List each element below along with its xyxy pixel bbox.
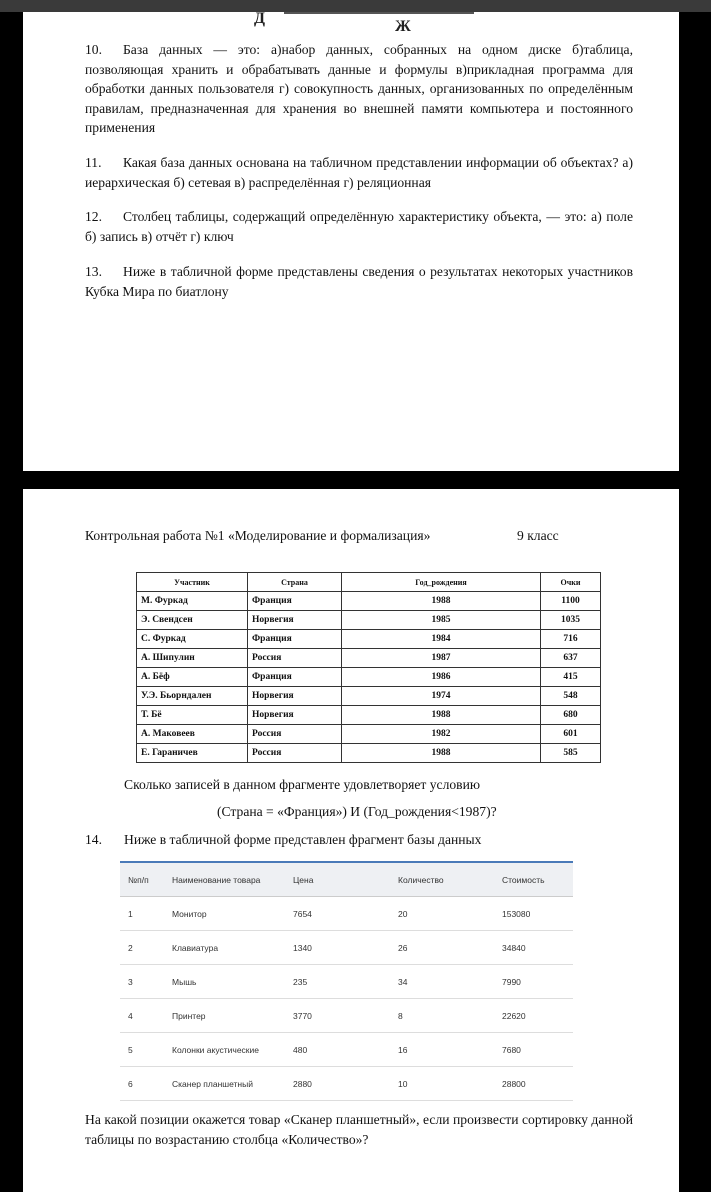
cell: 1988	[342, 706, 541, 725]
goods-table	[120, 861, 573, 1101]
cell: 4	[128, 1010, 133, 1021]
cell: Е. Гараничев	[137, 744, 248, 763]
cell: 415	[541, 668, 601, 687]
table-row	[137, 611, 601, 630]
question-number: 14.	[85, 832, 102, 847]
cell: 26	[398, 942, 408, 953]
test-title: Контрольная работа №1 «Моделирование и формализация»	[85, 528, 431, 543]
question-10	[85, 40, 633, 138]
question-number: 11.	[85, 155, 102, 170]
cell: 637	[541, 649, 601, 668]
cell: 1982	[342, 725, 541, 744]
table-row	[137, 706, 601, 725]
column-header: Стоимость	[502, 874, 545, 885]
column-header: Страна	[248, 573, 342, 592]
cell: 34	[398, 976, 408, 987]
cell: Франция	[248, 630, 342, 649]
column-header: Год_рождения	[342, 573, 541, 592]
cell: Россия	[248, 649, 342, 668]
table-row	[137, 592, 601, 611]
cell: Россия	[248, 744, 342, 763]
cell: У.Э. Бьорндален	[137, 687, 248, 706]
cell: 2880	[293, 1078, 312, 1089]
cell: Принтер	[172, 1010, 206, 1021]
cell: 235	[293, 976, 308, 987]
cell: 1	[128, 908, 133, 919]
cell: 3770	[293, 1010, 312, 1021]
question-13	[85, 262, 633, 301]
cell: А. Маковеев	[137, 725, 248, 744]
cell: Франция	[248, 668, 342, 687]
column-header: №п/п	[128, 874, 149, 885]
cell: 153080	[502, 908, 531, 919]
cell: 20	[398, 908, 408, 919]
table-row	[137, 725, 601, 744]
cell: 7680	[502, 1044, 521, 1055]
q13-question: Сколько записей в данном фрагменте удовлетворяет условию	[124, 777, 480, 792]
cell: 8	[398, 1010, 403, 1021]
question-number: 10.	[85, 42, 102, 57]
table-row	[137, 630, 601, 649]
fragment-letter-zh: Ж	[395, 18, 411, 35]
cell: А. Шипулин	[137, 649, 248, 668]
question-number: 12.	[85, 209, 102, 224]
q13-condition: (Страна = «Франция») И (Год_рождения<1987)?	[217, 804, 497, 819]
cell: 1986	[342, 668, 541, 687]
question-text: Ниже в табличной форме представлен фрагмент базы данных	[124, 832, 482, 847]
cell: Э. Свендсен	[137, 611, 248, 630]
table-row	[137, 687, 601, 706]
cell: Норвегия	[248, 687, 342, 706]
cell: 1100	[541, 592, 601, 611]
question-12	[85, 207, 633, 246]
cell: Мышь	[172, 976, 197, 987]
question-14	[85, 832, 481, 848]
cell: 1988	[342, 744, 541, 763]
cell: 22620	[502, 1010, 526, 1021]
cell: 7990	[502, 976, 521, 987]
cell: 1340	[293, 942, 312, 953]
top-bar	[0, 0, 711, 12]
table-row	[137, 744, 601, 763]
question-text: Какая база данных основана на табличном представлении информации об объектах? а) иерархическая б) сетевая в) распределённая г) реляционная	[85, 155, 633, 190]
cell: 1985	[342, 611, 541, 630]
cell: 601	[541, 725, 601, 744]
fragment-line	[284, 12, 474, 14]
page-1	[23, 12, 679, 471]
question-11	[85, 153, 633, 192]
cell: 10	[398, 1078, 408, 1089]
question-text: Столбец таблицы, содержащий определённую характеристику объекта, — это: а) поле б) запись в) отчёт г) ключ	[85, 209, 633, 244]
column-header: Наименование товара	[172, 874, 261, 885]
table-row	[120, 1033, 573, 1067]
cell: Клавиатура	[172, 942, 219, 953]
table-row	[137, 668, 601, 687]
column-header: Очки	[541, 573, 601, 592]
column-header: Цена	[293, 874, 314, 885]
table-row	[137, 649, 601, 668]
table-row	[120, 999, 573, 1033]
cell: Россия	[248, 725, 342, 744]
question-number: 13.	[85, 264, 102, 279]
cell: 716	[541, 630, 601, 649]
cell: 1974	[342, 687, 541, 706]
biathlon-table	[136, 572, 601, 763]
grade-label: 9 класс	[517, 528, 559, 543]
cell: 1984	[342, 630, 541, 649]
column-header: Количество	[398, 874, 444, 885]
cell: Сканер планшетный	[172, 1078, 253, 1089]
cell: А. Бёф	[137, 668, 248, 687]
table-row	[120, 1067, 573, 1101]
cell: 585	[541, 744, 601, 763]
table-header-row	[120, 863, 573, 897]
cell: 28800	[502, 1078, 526, 1089]
cell: Франция	[248, 592, 342, 611]
cell: 5	[128, 1044, 133, 1055]
fragment-letter-d: Д	[254, 12, 266, 27]
table-row	[120, 965, 573, 999]
cell: 3	[128, 976, 133, 987]
cell: Норвегия	[248, 611, 342, 630]
cell: 7654	[293, 908, 312, 919]
question-text: База данных — это: а)набор данных, собранных на одном диске б)таблица, позволяющая хранить и обрабатывать данные и формулы в)прикладная программа для обработки данных пользователя г) совокупность данных, организованных по определённым правилам, предназначенная для хранения во внешней памяти компьютера и постоянного применения	[85, 42, 633, 135]
table-header-row	[137, 573, 601, 592]
cell: Колонки акустические	[172, 1044, 259, 1055]
cell: 2	[128, 942, 133, 953]
table-row	[120, 897, 573, 931]
question-text: Ниже в табличной форме представлены сведения о результатах некоторых участников Кубка Мира по биатлону	[85, 264, 633, 299]
cell: 1988	[342, 592, 541, 611]
cell: 6	[128, 1078, 133, 1089]
table-row	[120, 931, 573, 965]
cell: 1987	[342, 649, 541, 668]
column-header: Участник	[137, 573, 248, 592]
page-2	[23, 489, 679, 1192]
cell: 480	[293, 1044, 308, 1055]
cell: Т. Бё	[137, 706, 248, 725]
cell: 16	[398, 1044, 408, 1055]
cell: 680	[541, 706, 601, 725]
cell: М. Фуркад	[137, 592, 248, 611]
cell: 34840	[502, 942, 526, 953]
cell: С. Фуркад	[137, 630, 248, 649]
cell: Норвегия	[248, 706, 342, 725]
final-question: На какой позиции окажется товар «Сканер планшетный», если произвести сортировку данной таблицы по возрастанию столбца «Количество»?	[85, 1112, 633, 1147]
cell: 548	[541, 687, 601, 706]
cell: Монитор	[172, 908, 207, 919]
cell: 1035	[541, 611, 601, 630]
test-heading	[85, 528, 605, 544]
